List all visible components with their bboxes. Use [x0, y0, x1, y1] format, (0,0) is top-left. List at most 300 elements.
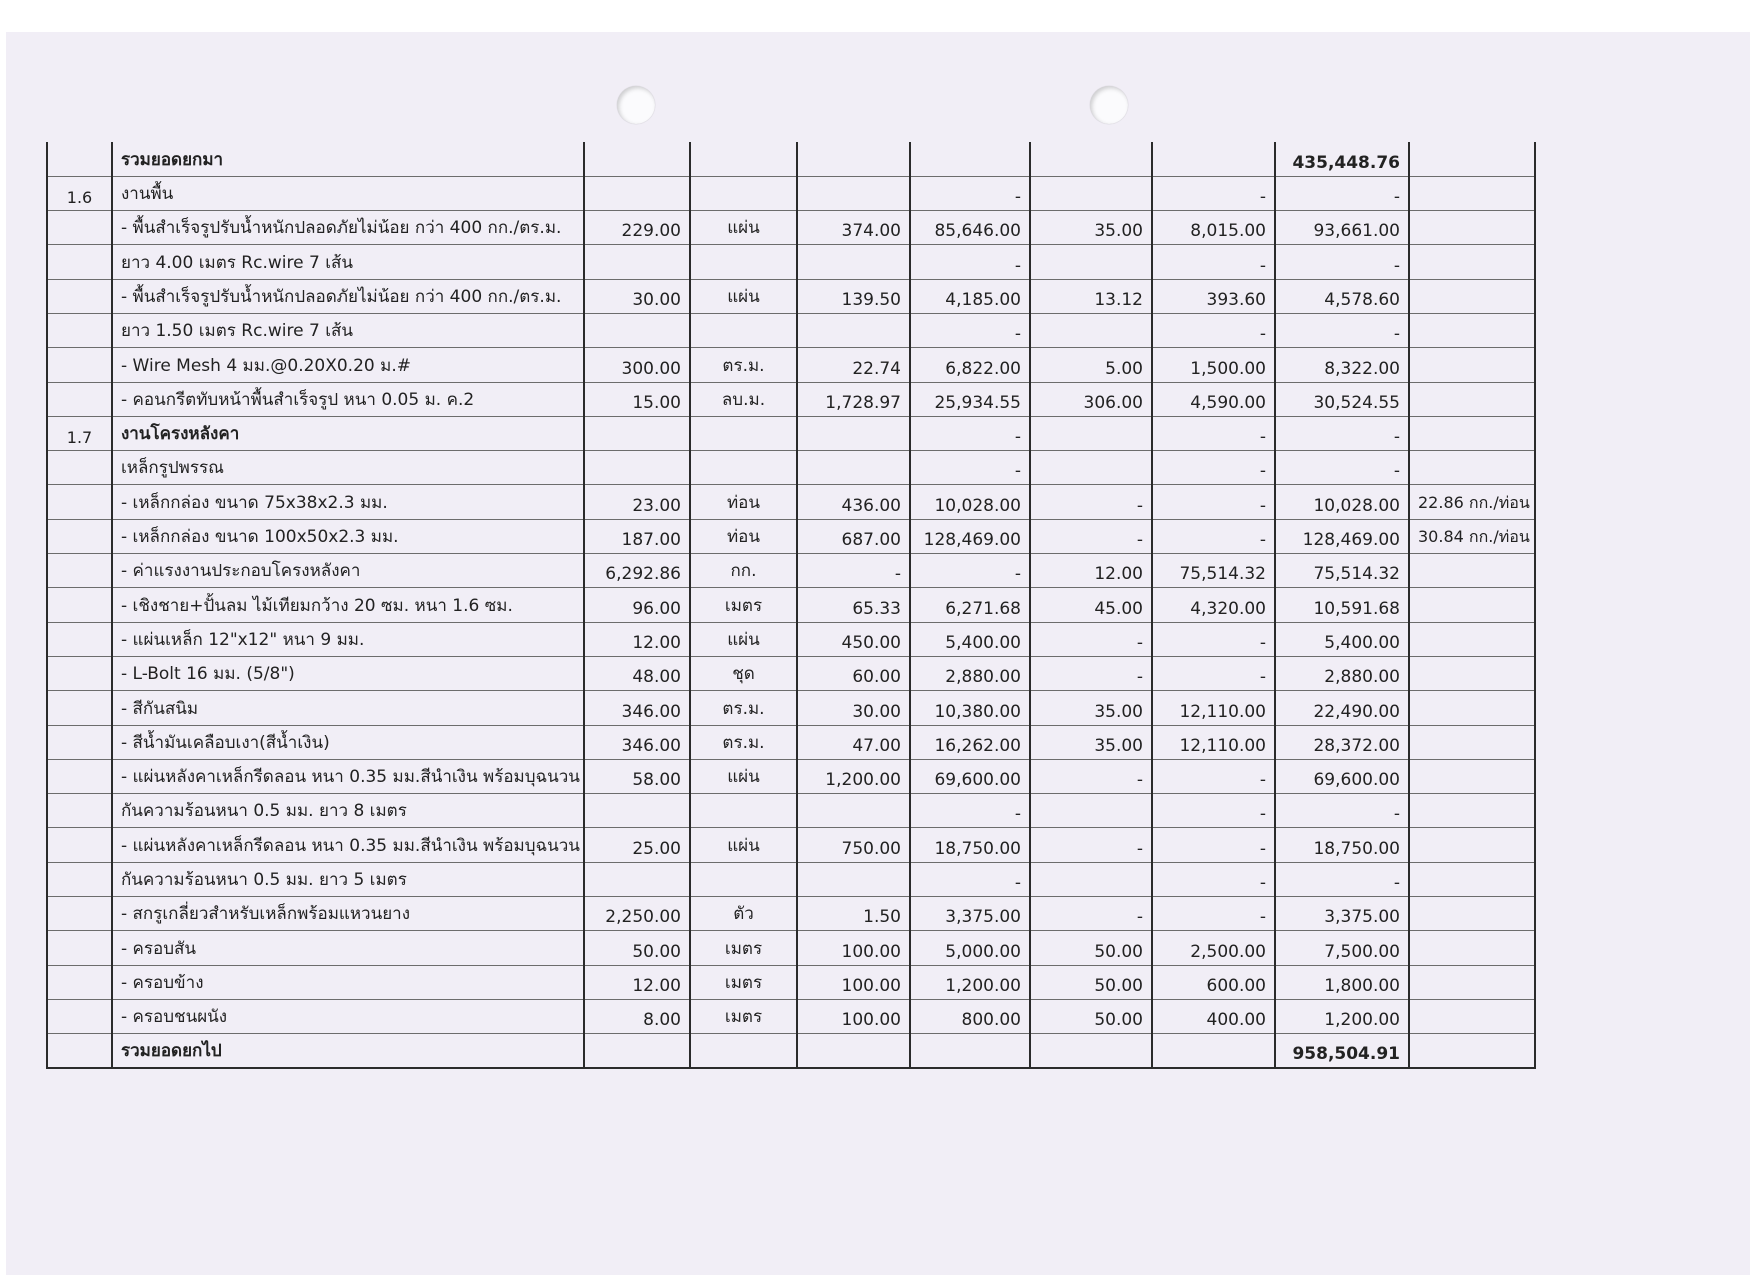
- labor-amount-cell: [1152, 1034, 1275, 1068]
- total-amount-cell: -: [1275, 313, 1409, 347]
- item-number-cell: [47, 794, 112, 828]
- remark-cell: [1409, 554, 1535, 588]
- material-amount-cell: 16,262.00: [910, 725, 1030, 759]
- material-unit-price-cell: [797, 1034, 910, 1068]
- quantity-cell: [584, 416, 690, 450]
- unit-cell: [690, 416, 797, 450]
- labor-amount-cell: 12,110.00: [1152, 725, 1275, 759]
- labor-amount-cell: [1152, 142, 1275, 176]
- item-number-cell: 1.7: [47, 416, 112, 450]
- unit-cell: ท่อน: [690, 485, 797, 519]
- quantity-cell: 8.00: [584, 999, 690, 1033]
- total-amount-cell: 8,322.00: [1275, 348, 1409, 382]
- description-cell: - เหล็กกล่อง ขนาด 75x38x2.3 มม.: [112, 485, 584, 519]
- labor-amount-cell: 2,500.00: [1152, 931, 1275, 965]
- labor-unit-price-cell: [1030, 451, 1152, 485]
- total-amount-cell: 3,375.00: [1275, 897, 1409, 931]
- labor-unit-price-cell: 50.00: [1030, 931, 1152, 965]
- quantity-cell: [584, 451, 690, 485]
- labor-amount-cell: -: [1152, 828, 1275, 862]
- total-amount-cell: 5,400.00: [1275, 622, 1409, 656]
- labor-amount-cell: 4,590.00: [1152, 382, 1275, 416]
- remark-cell: [1409, 245, 1535, 279]
- remark-cell: [1409, 279, 1535, 313]
- material-amount-cell: 6,271.68: [910, 588, 1030, 622]
- description-cell: - สีน้ำมันเคลือบเงา(สีน้ำเงิน): [112, 725, 584, 759]
- material-amount-cell: 10,028.00: [910, 485, 1030, 519]
- table-row: [47, 794, 1535, 828]
- table-row: [47, 245, 1535, 279]
- material-amount-cell: -: [910, 245, 1030, 279]
- description-cell: - แผ่นเหล็ก 12"x12" หนา 9 มม.: [112, 622, 584, 656]
- material-unit-price-cell: 450.00: [797, 622, 910, 656]
- remark-cell: [1409, 656, 1535, 690]
- table-row: [47, 348, 1535, 382]
- total-amount-cell: 75,514.32: [1275, 554, 1409, 588]
- quantity-cell: 15.00: [584, 382, 690, 416]
- labor-amount-cell: 4,320.00: [1152, 588, 1275, 622]
- labor-unit-price-cell: 306.00: [1030, 382, 1152, 416]
- labor-unit-price-cell: -: [1030, 519, 1152, 553]
- item-number-cell: [47, 725, 112, 759]
- unit-cell: [690, 451, 797, 485]
- labor-amount-cell: -: [1152, 862, 1275, 896]
- labor-amount-cell: -: [1152, 656, 1275, 690]
- material-unit-price-cell: 47.00: [797, 725, 910, 759]
- description-cell: - ครอบสัน: [112, 931, 584, 965]
- material-amount-cell: 6,822.00: [910, 348, 1030, 382]
- table-row: [47, 862, 1535, 896]
- table-row: [47, 313, 1535, 347]
- scan-left-margin: [0, 0, 6, 1275]
- table-row: [47, 656, 1535, 690]
- material-amount-cell: -: [910, 554, 1030, 588]
- material-unit-price-cell: 100.00: [797, 965, 910, 999]
- unit-cell: แผ่น: [690, 759, 797, 793]
- labor-amount-cell: -: [1152, 794, 1275, 828]
- unit-cell: เมตร: [690, 588, 797, 622]
- quantity-cell: 187.00: [584, 519, 690, 553]
- quantity-cell: 6,292.86: [584, 554, 690, 588]
- unit-cell: ตร.ม.: [690, 348, 797, 382]
- quantity-cell: 12.00: [584, 622, 690, 656]
- unit-cell: [690, 176, 797, 210]
- unit-cell: กก.: [690, 554, 797, 588]
- table-row: [47, 519, 1535, 553]
- remark-cell: [1409, 211, 1535, 245]
- labor-amount-cell: 8,015.00: [1152, 211, 1275, 245]
- description-cell: ยาว 4.00 เมตร Rc.wire 7 เส้น: [112, 245, 584, 279]
- quantity-cell: [584, 862, 690, 896]
- description-cell: - พื้นสำเร็จรูปรับน้ำหนักปลอดภัยไม่น้อย กว่า 400 กก./ตร.ม.: [112, 279, 584, 313]
- item-number-cell: [47, 279, 112, 313]
- unit-cell: [690, 794, 797, 828]
- unit-cell: แผ่น: [690, 828, 797, 862]
- remark-cell: [1409, 348, 1535, 382]
- labor-amount-cell: 393.60: [1152, 279, 1275, 313]
- remark-cell: [1409, 313, 1535, 347]
- material-amount-cell: 85,646.00: [910, 211, 1030, 245]
- remark-cell: [1409, 416, 1535, 450]
- total-amount-cell: -: [1275, 245, 1409, 279]
- total-amount-cell: -: [1275, 451, 1409, 485]
- total-amount-cell: 22,490.00: [1275, 691, 1409, 725]
- labor-unit-price-cell: [1030, 142, 1152, 176]
- description-cell: รวมยอดยกไป: [112, 1034, 584, 1068]
- item-number-cell: [47, 931, 112, 965]
- material-amount-cell: [910, 1034, 1030, 1068]
- material-amount-cell: 1,200.00: [910, 965, 1030, 999]
- description-cell: กันความร้อนหนา 0.5 มม. ยาว 8 เมตร: [112, 794, 584, 828]
- remark-cell: 22.86 กก./ท่อน: [1409, 485, 1535, 519]
- total-amount-cell: 30,524.55: [1275, 382, 1409, 416]
- material-unit-price-cell: [797, 313, 910, 347]
- labor-amount-cell: -: [1152, 897, 1275, 931]
- unit-cell: ลบ.ม.: [690, 382, 797, 416]
- labor-unit-price-cell: -: [1030, 485, 1152, 519]
- description-cell: - Wire Mesh 4 มม.@0.20X0.20 ม.#: [112, 348, 584, 382]
- labor-unit-price-cell: -: [1030, 759, 1152, 793]
- material-unit-price-cell: 30.00: [797, 691, 910, 725]
- remark-cell: [1409, 691, 1535, 725]
- quantity-cell: 96.00: [584, 588, 690, 622]
- material-amount-cell: 128,469.00: [910, 519, 1030, 553]
- unit-cell: แผ่น: [690, 211, 797, 245]
- material-unit-price-cell: 22.74: [797, 348, 910, 382]
- item-number-cell: [47, 965, 112, 999]
- remark-cell: [1409, 142, 1535, 176]
- quantity-cell: 58.00: [584, 759, 690, 793]
- total-amount-cell: 10,028.00: [1275, 485, 1409, 519]
- item-number-cell: [47, 485, 112, 519]
- total-amount-cell: 18,750.00: [1275, 828, 1409, 862]
- labor-unit-price-cell: [1030, 416, 1152, 450]
- labor-unit-price-cell: 35.00: [1030, 725, 1152, 759]
- description-cell: รวมยอดยกมา: [112, 142, 584, 176]
- item-number-cell: [47, 759, 112, 793]
- unit-cell: [690, 862, 797, 896]
- quantity-cell: [584, 142, 690, 176]
- unit-cell: ชุด: [690, 656, 797, 690]
- description-cell: งานพื้น: [112, 176, 584, 210]
- description-cell: - เชิงชาย+ปั้นลม ไม้เทียมกว้าง 20 ซม. หนา 1.6 ซม.: [112, 588, 584, 622]
- item-number-cell: [47, 691, 112, 725]
- labor-unit-price-cell: 50.00: [1030, 965, 1152, 999]
- labor-unit-price-cell: 12.00: [1030, 554, 1152, 588]
- table-row: [47, 965, 1535, 999]
- remark-cell: [1409, 999, 1535, 1033]
- total-amount-cell: 69,600.00: [1275, 759, 1409, 793]
- quantity-cell: 12.00: [584, 965, 690, 999]
- unit-cell: ตร.ม.: [690, 691, 797, 725]
- table-row: [47, 725, 1535, 759]
- description-cell: งานโครงหลังคา: [112, 416, 584, 450]
- bill-of-quantities-table: [46, 142, 1536, 1069]
- labor-amount-cell: 400.00: [1152, 999, 1275, 1033]
- quantity-cell: 346.00: [584, 725, 690, 759]
- table-row: [47, 211, 1535, 245]
- remark-cell: 30.84 กก./ท่อน: [1409, 519, 1535, 553]
- quantity-cell: [584, 794, 690, 828]
- unit-cell: [690, 1034, 797, 1068]
- item-number-cell: [47, 554, 112, 588]
- labor-unit-price-cell: [1030, 794, 1152, 828]
- material-unit-price-cell: 436.00: [797, 485, 910, 519]
- labor-amount-cell: -: [1152, 519, 1275, 553]
- material-unit-price-cell: 100.00: [797, 999, 910, 1033]
- quantity-cell: [584, 1034, 690, 1068]
- unit-cell: แผ่น: [690, 622, 797, 656]
- total-amount-cell: 10,591.68: [1275, 588, 1409, 622]
- remark-cell: [1409, 622, 1535, 656]
- unit-cell: [690, 313, 797, 347]
- material-amount-cell: -: [910, 176, 1030, 210]
- quantity-cell: 2,250.00: [584, 897, 690, 931]
- total-amount-cell: -: [1275, 176, 1409, 210]
- total-amount-cell: 28,372.00: [1275, 725, 1409, 759]
- description-cell: - แผ่นหลังคาเหล็กรีดลอน หนา 0.35 มม.สีนำเงิน พร้อมบุฉนวน: [112, 828, 584, 862]
- labor-amount-cell: 75,514.32: [1152, 554, 1275, 588]
- remark-cell: [1409, 382, 1535, 416]
- material-unit-price-cell: [797, 176, 910, 210]
- quantity-cell: 229.00: [584, 211, 690, 245]
- material-unit-price-cell: 1,200.00: [797, 759, 910, 793]
- quantity-cell: 48.00: [584, 656, 690, 690]
- unit-cell: แผ่น: [690, 279, 797, 313]
- remark-cell: [1409, 965, 1535, 999]
- description-cell: - ครอบชนผนัง: [112, 999, 584, 1033]
- material-amount-cell: 5,000.00: [910, 931, 1030, 965]
- total-amount-cell: 128,469.00: [1275, 519, 1409, 553]
- labor-unit-price-cell: -: [1030, 897, 1152, 931]
- quantity-cell: 30.00: [584, 279, 690, 313]
- total-amount-cell: 93,661.00: [1275, 211, 1409, 245]
- table-row: [47, 416, 1535, 450]
- labor-amount-cell: -: [1152, 622, 1275, 656]
- remark-cell: [1409, 759, 1535, 793]
- total-amount-cell: -: [1275, 862, 1409, 896]
- labor-unit-price-cell: 50.00: [1030, 999, 1152, 1033]
- material-amount-cell: 69,600.00: [910, 759, 1030, 793]
- material-amount-cell: 3,375.00: [910, 897, 1030, 931]
- item-number-cell: [47, 588, 112, 622]
- labor-amount-cell: -: [1152, 416, 1275, 450]
- labor-unit-price-cell: [1030, 862, 1152, 896]
- material-unit-price-cell: 100.00: [797, 931, 910, 965]
- material-amount-cell: 800.00: [910, 999, 1030, 1033]
- labor-unit-price-cell: 45.00: [1030, 588, 1152, 622]
- table-row: [47, 1034, 1535, 1068]
- quantity-cell: 25.00: [584, 828, 690, 862]
- material-unit-price-cell: [797, 862, 910, 896]
- material-unit-price-cell: 687.00: [797, 519, 910, 553]
- unit-cell: เมตร: [690, 931, 797, 965]
- material-amount-cell: 4,185.00: [910, 279, 1030, 313]
- labor-amount-cell: -: [1152, 759, 1275, 793]
- material-unit-price-cell: 60.00: [797, 656, 910, 690]
- item-number-cell: [47, 211, 112, 245]
- item-number-cell: [47, 656, 112, 690]
- labor-unit-price-cell: [1030, 245, 1152, 279]
- item-number-cell: [47, 828, 112, 862]
- remark-cell: [1409, 1034, 1535, 1068]
- description-cell: ยาว 1.50 เมตร Rc.wire 7 เส้น: [112, 313, 584, 347]
- table-row: [47, 382, 1535, 416]
- quantity-cell: 300.00: [584, 348, 690, 382]
- item-number-cell: [47, 1034, 112, 1068]
- material-amount-cell: 2,880.00: [910, 656, 1030, 690]
- material-amount-cell: 5,400.00: [910, 622, 1030, 656]
- unit-cell: ตร.ม.: [690, 725, 797, 759]
- labor-unit-price-cell: 5.00: [1030, 348, 1152, 382]
- material-amount-cell: -: [910, 862, 1030, 896]
- labor-unit-price-cell: -: [1030, 622, 1152, 656]
- material-unit-price-cell: [797, 245, 910, 279]
- item-number-cell: [47, 622, 112, 656]
- quantity-cell: [584, 245, 690, 279]
- total-amount-cell: -: [1275, 794, 1409, 828]
- item-number-cell: [47, 519, 112, 553]
- remark-cell: [1409, 862, 1535, 896]
- table-row: [47, 999, 1535, 1033]
- labor-amount-cell: -: [1152, 451, 1275, 485]
- table-body: [47, 142, 1535, 1068]
- labor-amount-cell: 1,500.00: [1152, 348, 1275, 382]
- material-unit-price-cell: [797, 142, 910, 176]
- material-unit-price-cell: 750.00: [797, 828, 910, 862]
- labor-unit-price-cell: [1030, 1034, 1152, 1068]
- remark-cell: [1409, 897, 1535, 931]
- remark-cell: [1409, 588, 1535, 622]
- labor-amount-cell: -: [1152, 485, 1275, 519]
- item-number-cell: [47, 382, 112, 416]
- description-cell: - สีกันสนิม: [112, 691, 584, 725]
- labor-amount-cell: -: [1152, 313, 1275, 347]
- material-unit-price-cell: 65.33: [797, 588, 910, 622]
- material-amount-cell: -: [910, 313, 1030, 347]
- labor-unit-price-cell: 35.00: [1030, 211, 1152, 245]
- item-number-cell: [47, 897, 112, 931]
- item-number-cell: 1.6: [47, 176, 112, 210]
- total-amount-cell: 958,504.91: [1275, 1034, 1409, 1068]
- material-unit-price-cell: 1,728.97: [797, 382, 910, 416]
- total-amount-cell: 1,800.00: [1275, 965, 1409, 999]
- labor-amount-cell: 12,110.00: [1152, 691, 1275, 725]
- table-row: [47, 588, 1535, 622]
- unit-cell: [690, 142, 797, 176]
- table-row: [47, 142, 1535, 176]
- punch-hole: [617, 86, 655, 124]
- labor-unit-price-cell: [1030, 176, 1152, 210]
- description-cell: - เหล็กกล่อง ขนาด 100x50x2.3 มม.: [112, 519, 584, 553]
- table-row: [47, 931, 1535, 965]
- description-cell: - คอนกรีตทับหน้าพื้นสำเร็จรูป หนา 0.05 ม. ค.2: [112, 382, 584, 416]
- total-amount-cell: 1,200.00: [1275, 999, 1409, 1033]
- material-unit-price-cell: 374.00: [797, 211, 910, 245]
- labor-amount-cell: 600.00: [1152, 965, 1275, 999]
- quantity-cell: 50.00: [584, 931, 690, 965]
- item-number-cell: [47, 142, 112, 176]
- table-row: [47, 485, 1535, 519]
- remark-cell: [1409, 451, 1535, 485]
- unit-cell: [690, 245, 797, 279]
- remark-cell: [1409, 931, 1535, 965]
- item-number-cell: [47, 999, 112, 1033]
- description-cell: เหล็กรูปพรรณ: [112, 451, 584, 485]
- quantity-cell: 23.00: [584, 485, 690, 519]
- material-unit-price-cell: [797, 416, 910, 450]
- material-amount-cell: 25,934.55: [910, 382, 1030, 416]
- table-row: [47, 691, 1535, 725]
- table-row: [47, 176, 1535, 210]
- material-amount-cell: [910, 142, 1030, 176]
- labor-unit-price-cell: -: [1030, 656, 1152, 690]
- quantity-cell: 346.00: [584, 691, 690, 725]
- total-amount-cell: 7,500.00: [1275, 931, 1409, 965]
- unit-cell: ท่อน: [690, 519, 797, 553]
- table-row: [47, 622, 1535, 656]
- unit-cell: เมตร: [690, 965, 797, 999]
- labor-unit-price-cell: 13.12: [1030, 279, 1152, 313]
- total-amount-cell: 435,448.76: [1275, 142, 1409, 176]
- labor-unit-price-cell: -: [1030, 828, 1152, 862]
- remark-cell: [1409, 794, 1535, 828]
- description-cell: - L-Bolt 16 มม. (5/8"): [112, 656, 584, 690]
- table-row: [47, 897, 1535, 931]
- item-number-cell: [47, 313, 112, 347]
- material-unit-price-cell: 1.50: [797, 897, 910, 931]
- total-amount-cell: -: [1275, 416, 1409, 450]
- remark-cell: [1409, 176, 1535, 210]
- labor-amount-cell: -: [1152, 176, 1275, 210]
- material-unit-price-cell: [797, 451, 910, 485]
- material-unit-price-cell: -: [797, 554, 910, 588]
- table-row: [47, 279, 1535, 313]
- total-amount-cell: 4,578.60: [1275, 279, 1409, 313]
- item-number-cell: [47, 451, 112, 485]
- description-cell: กันความร้อนหนา 0.5 มม. ยาว 5 เมตร: [112, 862, 584, 896]
- description-cell: - ครอบข้าง: [112, 965, 584, 999]
- quantity-cell: [584, 176, 690, 210]
- quantity-cell: [584, 313, 690, 347]
- description-cell: - สกรูเกลี่ยวสำหรับเหล็กพร้อมแหวนยาง: [112, 897, 584, 931]
- table-row: [47, 554, 1535, 588]
- material-amount-cell: -: [910, 794, 1030, 828]
- remark-cell: [1409, 828, 1535, 862]
- labor-unit-price-cell: 35.00: [1030, 691, 1152, 725]
- description-cell: - พื้นสำเร็จรูปรับน้ำหนักปลอดภัยไม่น้อย กว่า 400 กก./ตร.ม.: [112, 211, 584, 245]
- remark-cell: [1409, 725, 1535, 759]
- item-number-cell: [47, 245, 112, 279]
- material-unit-price-cell: [797, 794, 910, 828]
- unit-cell: ตัว: [690, 897, 797, 931]
- material-amount-cell: 18,750.00: [910, 828, 1030, 862]
- material-amount-cell: -: [910, 416, 1030, 450]
- item-number-cell: [47, 862, 112, 896]
- description-cell: - ค่าแรงงานประกอบโครงหลังคา: [112, 554, 584, 588]
- table-row: [47, 451, 1535, 485]
- labor-unit-price-cell: [1030, 313, 1152, 347]
- table-row: [47, 759, 1535, 793]
- material-amount-cell: -: [910, 451, 1030, 485]
- item-number-cell: [47, 348, 112, 382]
- total-amount-cell: 2,880.00: [1275, 656, 1409, 690]
- labor-amount-cell: -: [1152, 245, 1275, 279]
- punch-hole: [1090, 86, 1128, 124]
- description-cell: - แผ่นหลังคาเหล็กรีดลอน หนา 0.35 มม.สีนำเงิน พร้อมบุฉนวน: [112, 759, 584, 793]
- table-row: [47, 828, 1535, 862]
- material-unit-price-cell: 139.50: [797, 279, 910, 313]
